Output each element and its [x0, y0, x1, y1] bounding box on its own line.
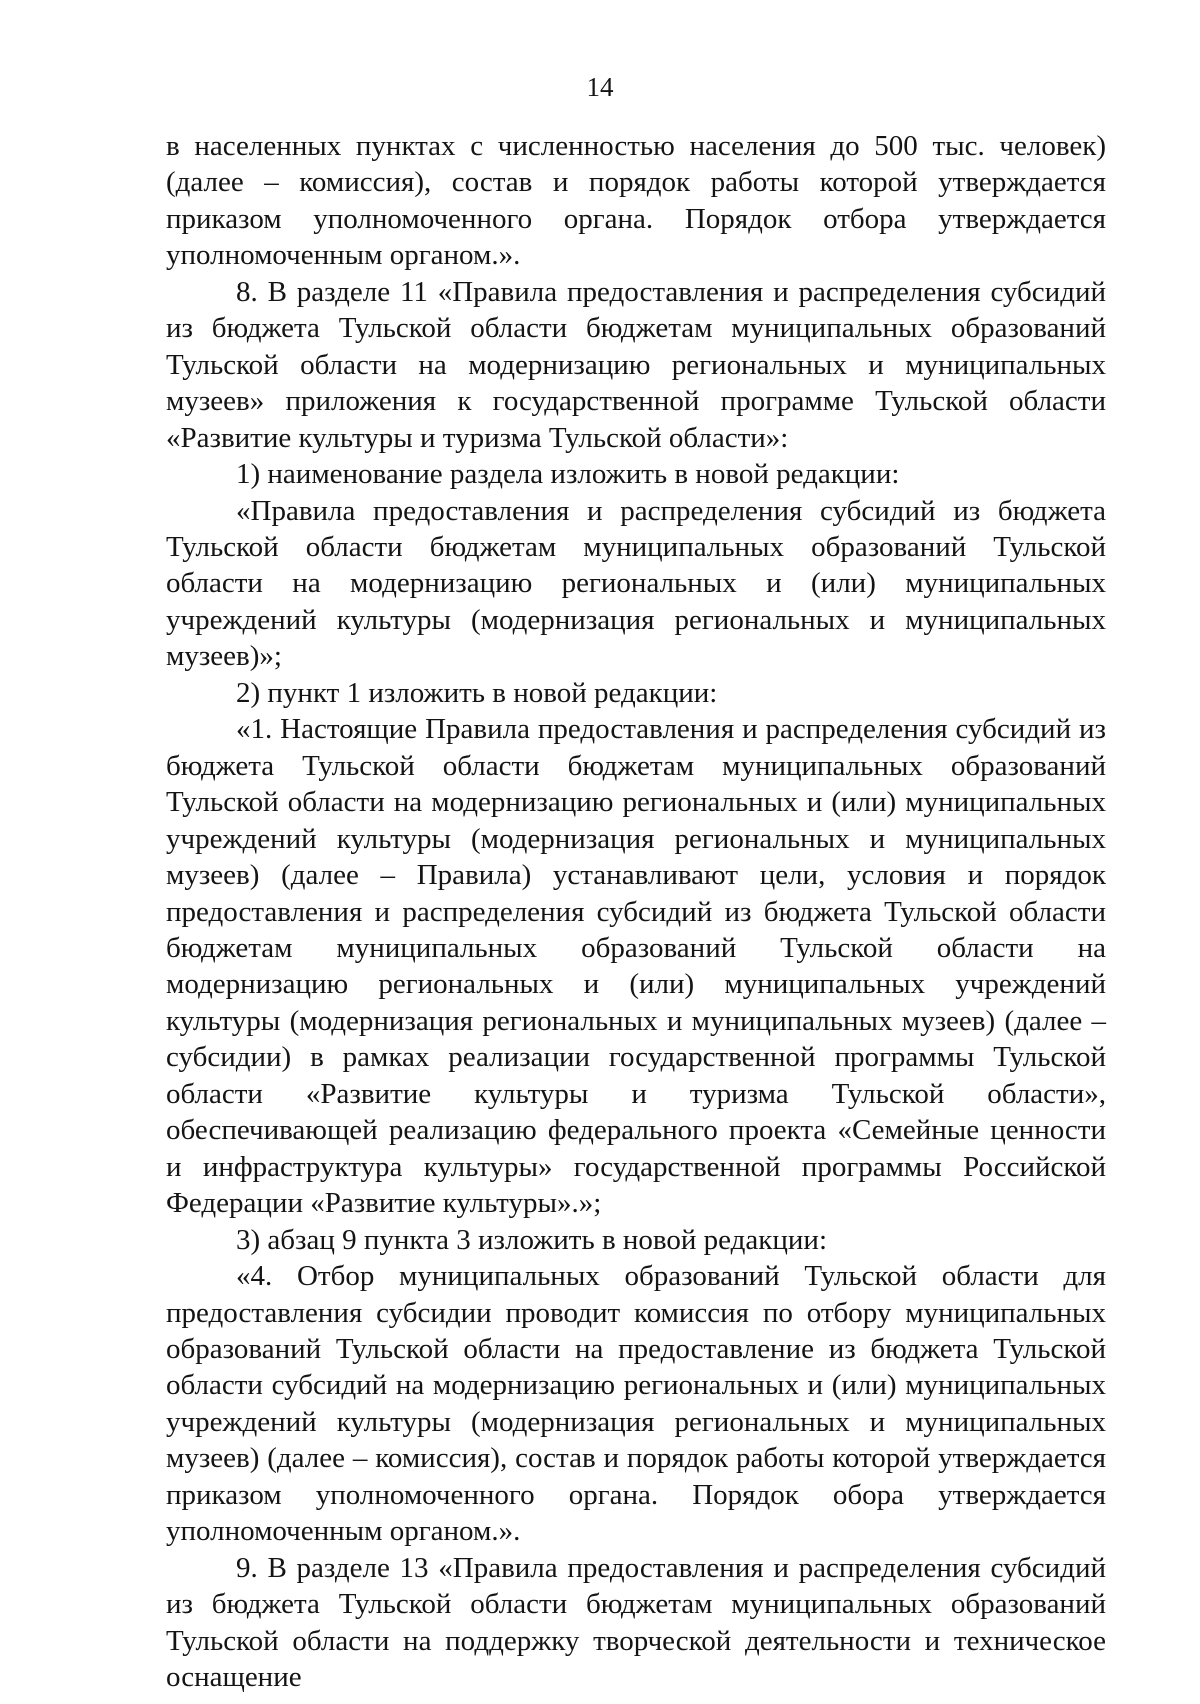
paragraph: «1. Настоящие Правила предоставления и распределения субсидий из бюджета Тульской области бюджетам муниципальных образований Тульской области на модернизацию региональных и (или) муниципальных учреждений культуры (модернизация региональных и муниципальных музеев) (далее – Правила) устанавливают цели, условия и порядок предоставления и распределения субсидий из бюджета Тульской области бюджетам муниципальных образований Тульской области на модернизацию региональных и (или) муниципальных учреждений культуры (модернизация региональных и муниципальных музеев) (далее – субсидии) в рамках реализации государственной программы Тульской области «Развитие культуры и туризма Тульской области», обеспечивающей реализацию федерального проекта «Семейные ценности и инфраструктура культуры» государственной программы Российской Федерации «Развитие культуры».»; — [166, 713, 1106, 1220]
paragraph: «Правила предоставления и распределения субсидий из бюджета Тульской области бюджетам муниципальных образований Тульской области на модернизацию региональных и (или) муниципальных учреждений культуры (модернизация региональных и муниципальных музеев)»; — [166, 494, 1106, 673]
paragraph: 9. В разделе 13 «Правила предоставления и распределения субсидий из бюджета Тульской области бюджетам муниципальных образований Тульской области на поддержку творческой деятельности и техническое оснащение — [166, 1551, 1106, 1694]
paragraph: в населенных пунктах с численностью населения до 500 тыс. человек) (далее – комиссия), состав и порядок работы которой утверждается приказом уполномоченного органа. Порядок отбора утверждается уполномоченным органом.». — [166, 130, 1106, 272]
paragraph: 1) наименование раздела изложить в новой редакции: — [236, 458, 900, 491]
paragraph: 2) пункт 1 изложить в новой редакции: — [236, 676, 718, 709]
paragraph: 3) абзац 9 пункта 3 изложить в новой редакции: — [236, 1223, 828, 1256]
paragraph: 8. В разделе 11 «Правила предоставления и распределения субсидий из бюджета Тульской области бюджетам муниципальных образований Тульской области на модернизацию региональных и муниципальных музеев» приложения к государственной программе Тульской области «Развитие культуры и туризма Тульской области»: — [166, 275, 1106, 454]
paragraph: «4. Отбор муниципальных образований Тульской области для предоставления субсидии проводит комиссия по отбору муниципальных образований Тульской области на предоставление из бюджета Тульской области субсидий на модернизацию региональных и (или) муниципальных учреждений культуры (модернизация региональных и муниципальных музеев) (далее – комиссия), состав и порядок работы которой утверждается приказом уполномоченного органа. Порядок обора утверждается уполномоченным органом.». — [166, 1260, 1106, 1548]
document-body — [166, 128, 1106, 1695]
page-number: 14 — [586, 72, 614, 102]
